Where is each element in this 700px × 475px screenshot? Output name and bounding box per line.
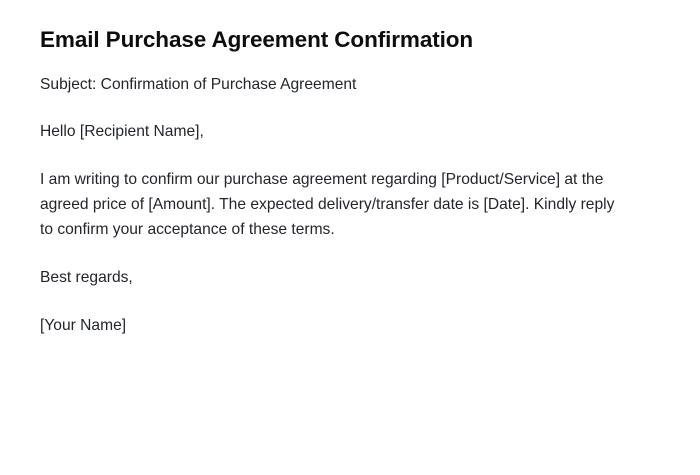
email-subject-line: Subject: Confirmation of Purchase Agreement (40, 76, 357, 94)
email-body-paragraph: I am writing to confirm our purchase agreement regarding [Product/Service] at the agreed price of [Amount]. The expected delivery/transfer date is [Date]. Kindly reply to confirm your acceptance of these terms. (40, 170, 615, 239)
page-title: Email Purchase Agreement Confirmation (40, 27, 474, 52)
email-salutation: Hello [Recipient Name], (40, 123, 204, 141)
email-signature: [Your Name] (40, 316, 127, 334)
email-closing: Best regards, (40, 269, 133, 287)
